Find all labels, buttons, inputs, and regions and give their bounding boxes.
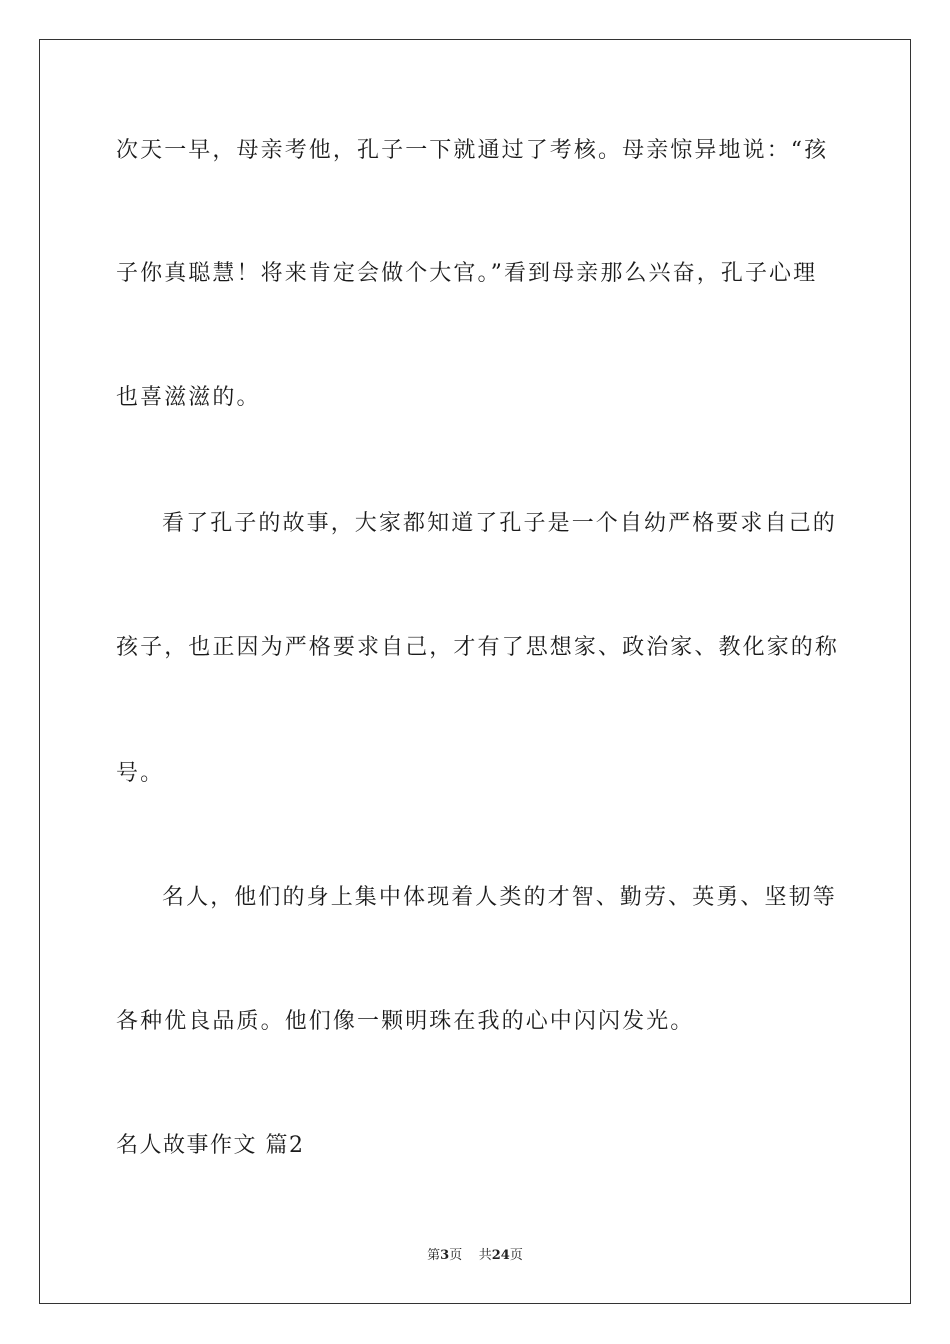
total-pages: 24 <box>491 1248 510 1263</box>
paragraph-line: 孩子，也正因为严格要求自己，才有了思想家、政治家、教化家的称 <box>116 635 840 660</box>
page-number: 3 <box>440 1248 450 1263</box>
page-suffix: 页 <box>449 1248 463 1263</box>
page-frame <box>39 39 911 1304</box>
paragraph-line: 也喜滋滋的。 <box>116 385 261 410</box>
paragraph-line: 次天一早，母亲考他，孔子一下就通过了考核。母亲惊异地说：“孩 <box>116 138 829 163</box>
page-footer <box>0 1247 950 1265</box>
paragraph-line: 号。 <box>116 761 165 786</box>
total-prefix: 共 <box>478 1248 492 1263</box>
paragraph-line: 各种优良品质。他们像一颗明珠在我的心中闪闪发光。 <box>116 1009 695 1034</box>
paragraph-line: 子你真聪慧！将来肯定会做个大官。”看到母亲那么兴奋，孔子心理 <box>116 261 818 286</box>
section-heading: 名人故事作文 篇2 <box>116 1133 305 1158</box>
paragraph-line: 名人，他们的身上集中体现着人类的才智、勤劳、英勇、坚韧等 <box>162 885 837 910</box>
page-prefix: 第 <box>427 1248 441 1263</box>
paragraph-line: 看了孔子的故事，大家都知道了孔子是一个自幼严格要求自己的 <box>162 511 837 536</box>
total-suffix: 页 <box>509 1248 523 1263</box>
